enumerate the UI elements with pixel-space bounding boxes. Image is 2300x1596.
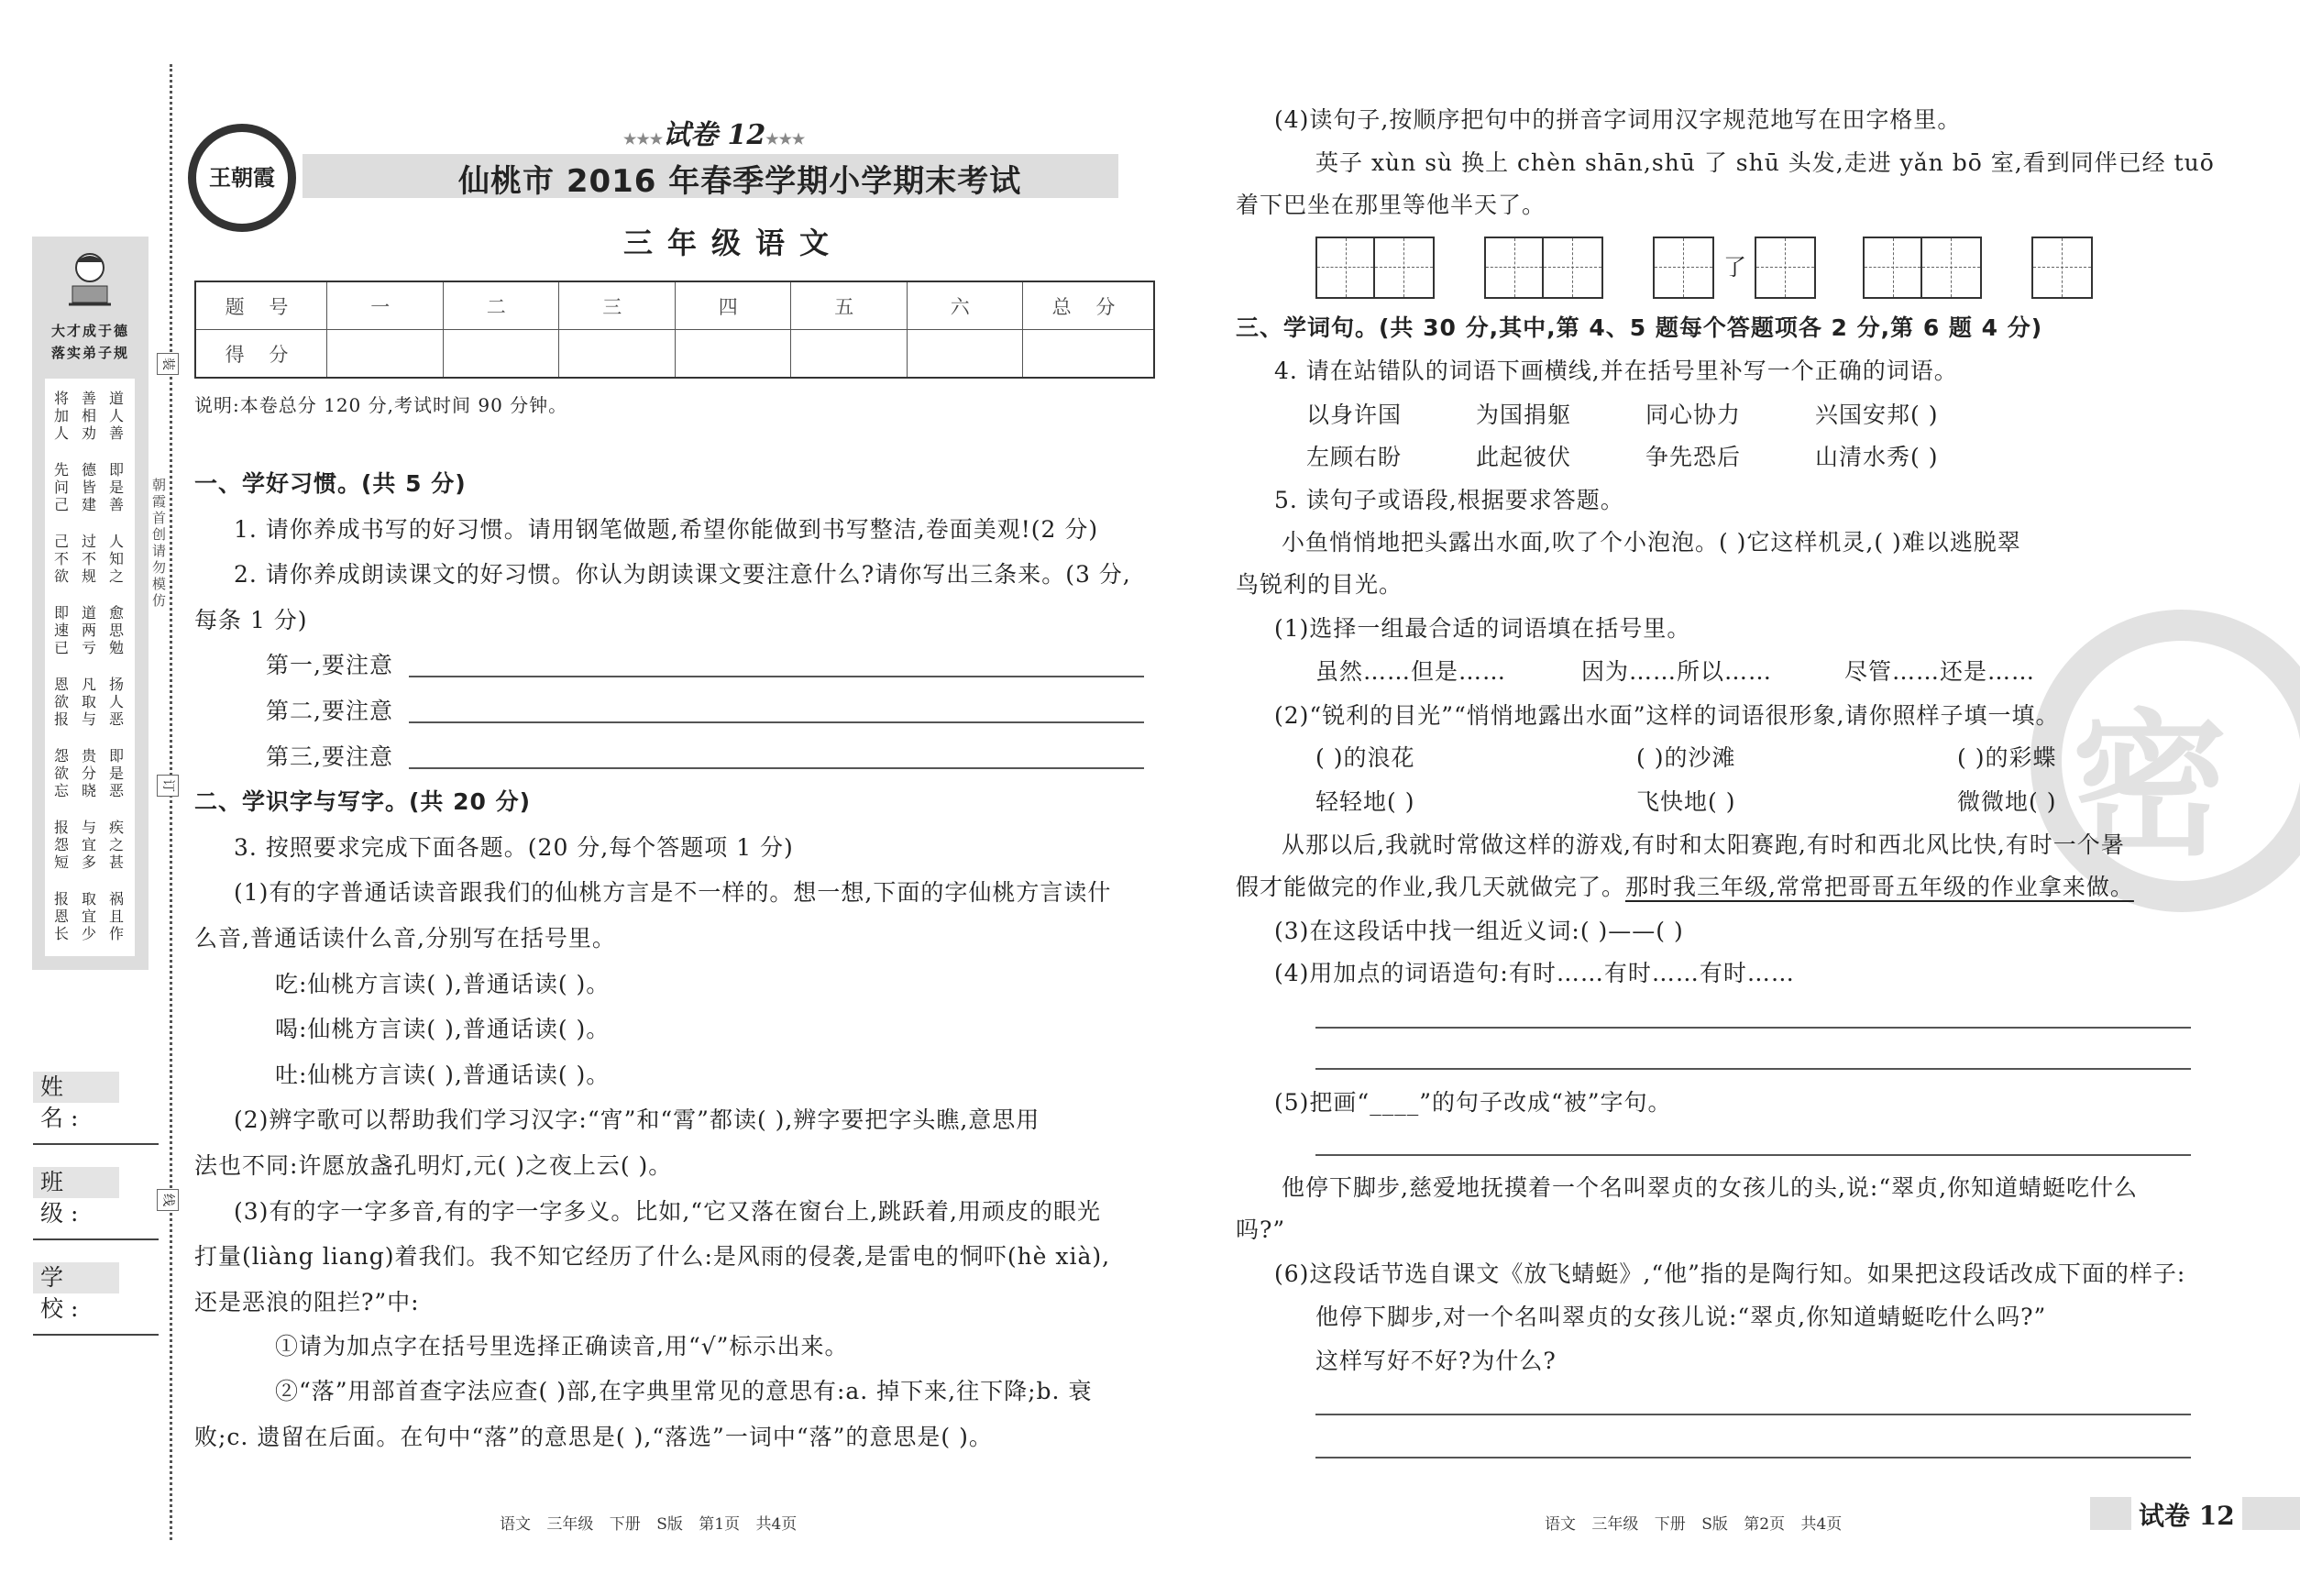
score-cell[interactable] — [443, 330, 559, 379]
page-footer: 语文 三年级 下册 S版 第2页 共4页 — [1545, 1515, 1843, 1534]
answer-line[interactable] — [409, 676, 1144, 677]
score-cell[interactable] — [559, 330, 676, 379]
writing-grid[interactable] — [1755, 237, 1816, 299]
binding-marker: 订 — [157, 775, 179, 797]
class-label: 班 级: — [33, 1167, 119, 1198]
idiom: 左顾右盼 — [1306, 444, 1403, 470]
reading-text: 他停下脚步,慈爱地抚摸着一个名叫翠贞的女孩儿的头,说:“翠贞,你知道蜻蜓吃什么 — [1282, 1174, 2139, 1201]
class-input[interactable] — [33, 1238, 159, 1240]
reading-text-plain: 假才能做完的作业,我几天就做完了。 — [1236, 874, 1625, 900]
answer-line[interactable] — [1315, 1068, 2191, 1070]
question-text: (3)有的字一字多音,有的字一字多义。比如,“它又落在窗台上,跳跃着,用顽皮的眼光 — [234, 1198, 1101, 1225]
exam-subtitle: 三年级语文 — [623, 226, 844, 260]
header-cell: 四 — [675, 281, 791, 330]
section-heading: 三、学词句。(共 30 分,其中,第 4、5 题每个答题项各 2 分,第 6 题 4 分) — [1236, 314, 2043, 341]
question-text: 这样写好不好?为什么? — [1315, 1348, 1557, 1374]
question-text: 么音,普通话读什么音,分别写在括号里。 — [194, 925, 616, 952]
page-footer: 语文 三年级 下册 S版 第1页 共4页 — [500, 1515, 798, 1534]
sidebar-motto: 大才成于德 — [50, 323, 129, 339]
binding-dotted-line — [170, 64, 172, 1540]
reading-text: 从那以后,我就时常做这样的游戏,有时和太阳赛跑,有时和西北风比快,有时一个暑 — [1282, 831, 2125, 858]
choice-option: 因为……所以…… — [1581, 658, 1773, 685]
reading-text — [1236, 873, 2134, 902]
section-heading: 二、学识字与写字。(共 20 分) — [194, 788, 532, 815]
score-cell[interactable] — [907, 330, 1023, 379]
dizigui-verse: 疾之甚 — [109, 819, 125, 871]
copyright-note: 朝霞首创 请勿模仿 — [152, 477, 167, 609]
question-text: (1)选择一组最合适的词语填在括号里。 — [1274, 615, 1691, 642]
answer-line[interactable] — [1315, 1154, 2191, 1156]
writing-grid[interactable] — [2031, 237, 2093, 299]
question-text: (4)读句子,按顺序把句中的拼音字词用汉字规范地写在田字格里。 — [1274, 106, 1962, 133]
score-row — [195, 330, 1154, 379]
dizigui-verse: 善相劝 — [82, 390, 97, 442]
answer-line[interactable] — [409, 721, 1144, 723]
question-text: 着下巴坐在那里等他半天了。 — [1236, 192, 1546, 218]
header-cell: 六 — [907, 281, 1023, 330]
idiom: 山清水秀( ) — [1815, 444, 1939, 470]
dizigui-verse: 将加人 — [54, 390, 70, 442]
header-cell: 题 号 — [195, 281, 327, 330]
paper-number — [623, 112, 805, 152]
publisher-logo — [188, 124, 296, 232]
question-text: (3)在这段话中找一组近义词:( )——( ) — [1274, 918, 1684, 944]
fill-blank-item: ( )的浪花 — [1315, 744, 1415, 771]
question-text: (2)“锐利的目光”“悄悄地露出水面”这样的词语很形象,请你照样子填一填。 — [1274, 702, 2060, 729]
dizigui-verse: 与宜多 — [82, 819, 97, 871]
dizigui-verse: 先问己 — [54, 461, 70, 513]
reading-text: 他停下脚步,对一个名叫翠贞的女孩儿说:“翠贞,你知道蜻蜓吃什么吗?” — [1315, 1304, 2047, 1330]
dizigui-verse: 怨欲忘 — [54, 747, 70, 799]
verse-panel — [45, 379, 135, 956]
dizigui-verse: 道两亏 — [82, 604, 97, 656]
writing-grid[interactable] — [1484, 237, 1603, 299]
question-text: 还是恶浪的阻拦?”中: — [194, 1289, 420, 1315]
name-input[interactable] — [33, 1143, 159, 1145]
question-text: 每条 1 分) — [194, 607, 308, 633]
sidebar-motto: 落实弟子规 — [50, 345, 129, 361]
header-cell: 一 — [327, 281, 444, 330]
question-text: 5. 读句子或语段,根据要求答题。 — [1274, 487, 1624, 513]
dizigui-verse: 己不欲 — [54, 533, 70, 585]
question-text: 法也不同:许愿放盏孔明灯,元( )之夜上云( )。 — [194, 1152, 673, 1179]
dizigui-verse: 凡取与 — [82, 676, 97, 728]
dizigui-verse: 取宜少 — [82, 890, 97, 942]
fill-blank-item: 吃:仙桃方言读( ),普通话读( )。 — [275, 971, 611, 997]
fill-blank-item: 喝:仙桃方言读( ),普通话读( )。 — [275, 1016, 611, 1042]
dizigui-verse: 恩欲报 — [54, 676, 70, 728]
dizigui-verse: 祸且作 — [109, 890, 125, 942]
star-icon: ★★★ — [623, 130, 664, 148]
watermark-char: 密 — [2072, 694, 2228, 877]
score-table-header — [195, 281, 1154, 330]
question-text: 英子 xùn sù 换上 chèn shān,shū 了 shū 头发,走进 yǎn bō 室,看到同伴已经 tuō — [1315, 149, 2215, 176]
question-text: (1)有的字普通话读音跟我们的仙桃方言是不一样的。想一想,下面的字仙桃方言读什 — [234, 879, 1112, 906]
dizigui-verse: 愈思勉 — [109, 604, 125, 656]
exam-note: 说明:本卷总分 120 分,考试时间 90 分钟。 — [194, 394, 568, 416]
exam-title: 仙桃市 2016 年春季学期小学期末考试 — [458, 163, 1022, 200]
score-cell[interactable] — [675, 330, 791, 379]
dizigui-verse: 过不规 — [82, 533, 97, 585]
answer-prompt: 第二,要注意 — [266, 698, 393, 724]
idiom: 以身许国 — [1306, 402, 1403, 428]
question-text: (2)辨字歌可以帮助我们学习汉字:“宵”和“霄”都读( ),辨字要把字头瞧,意思用 — [234, 1106, 1040, 1133]
school-input[interactable] — [33, 1334, 159, 1336]
answer-prompt: 第一,要注意 — [266, 652, 393, 678]
answer-line[interactable] — [409, 767, 1144, 769]
question-text: (4)用加点的词语造句:有时……有时……有时…… — [1274, 960, 1795, 986]
header-cell: 五 — [791, 281, 908, 330]
dizigui-verse: 报怨短 — [54, 819, 70, 871]
writing-grid[interactable] — [1315, 237, 1435, 299]
score-cell[interactable] — [327, 330, 444, 379]
question-text: 4. 请在站错队的词语下画横线,并在括号里补写一个正确的词语。 — [1274, 358, 1958, 384]
answer-line[interactable] — [1315, 1027, 2191, 1029]
writing-grid[interactable] — [1653, 237, 1714, 299]
header-cell: 总 分 — [1023, 281, 1155, 330]
underlined-sentence: 那时我三年级,常常把哥哥五年级的作业拿来做。 — [1624, 874, 2134, 900]
question-text: ②“落”用部首查字法应查( )部,在字典里常见的意思有:a. 掉下来,往下降;b. 衰 — [275, 1378, 1093, 1404]
dizigui-verse: 报恩长 — [54, 890, 70, 942]
reading-text: 鸟锐利的目光。 — [1236, 571, 1403, 598]
header-cell: 二 — [443, 281, 559, 330]
reading-text: 小鱼悄悄地把头露出水面,吹了个小泡泡。( )它这样机灵,( )难以逃脱翠 — [1282, 529, 2021, 556]
idiom: 兴国安邦( ) — [1815, 402, 1939, 428]
paper-number-text: 试卷 12 — [663, 119, 766, 151]
question-text: 打量(liàng liang)着我们。我不知它经历了什么:是风雨的侵袭,是雷电的恫吓(hè xià), — [194, 1243, 1111, 1270]
dizigui-verse: 人知之 — [109, 533, 125, 585]
school-label: 学 校: — [33, 1262, 119, 1293]
dizigui-verse: 即是恶 — [109, 747, 125, 799]
answer-prompt: 第三,要注意 — [266, 743, 393, 770]
dizigui-verse: 即是善 — [109, 461, 125, 513]
idiom: 为国捐躯 — [1476, 402, 1572, 428]
binding-marker: 装 — [157, 353, 179, 375]
fill-blank-item: 飞快地( ) — [1636, 788, 1736, 815]
score-cell[interactable] — [1023, 330, 1155, 379]
idiom: 此起彼伏 — [1476, 444, 1572, 470]
dizigui-verse: 德皆建 — [82, 461, 97, 513]
answer-line[interactable] — [1315, 1414, 2191, 1415]
question-text: (6)这段话节选自课文《放飞蜻蜓》,“他”指的是陶行知。如果把这段话改成下面的样子: — [1274, 1260, 2186, 1287]
fill-blank-item: 吐:仙桃方言读( ),普通话读( )。 — [275, 1062, 611, 1088]
question-text: 1. 请你养成书写的好习惯。请用钢笔做题,希望你能做到书写整洁,卷面美观!(2 分) — [234, 516, 1099, 543]
idiom: 争先恐后 — [1645, 444, 1742, 470]
question-text: 2. 请你养成朗读课文的好习惯。你认为朗读课文要注意什么?请你写出三条来。(3 分, — [234, 561, 1131, 588]
question-text: ①请为加点字在括号里选择正确读音,用“√”标示出来。 — [275, 1333, 849, 1359]
writing-grid[interactable] — [1863, 237, 1982, 299]
dizigui-verse: 即速已 — [54, 604, 70, 656]
idiom: 同心协力 — [1645, 402, 1742, 428]
score-table — [194, 281, 1155, 379]
dizigui-verse: 扬人恶 — [109, 676, 125, 728]
logo-text: 王朝霞 — [209, 164, 275, 191]
fill-blank-item: ( )的沙滩 — [1636, 744, 1736, 771]
paper-tab-label: 试卷 12 — [2131, 1496, 2242, 1533]
grid-joiner: 了 — [1723, 254, 1748, 281]
question-text: 3. 按照要求完成下面各题。(20 分,每个答题项 1 分) — [234, 834, 794, 861]
choice-option: 尽管……还是…… — [1844, 658, 2036, 685]
fill-blank-item: ( )的彩蝶 — [1957, 744, 2057, 771]
answer-line[interactable] — [1315, 1457, 2191, 1458]
row-label: 得 分 — [195, 330, 327, 379]
reading-text: 吗?” — [1236, 1216, 1286, 1243]
choice-option: 虽然……但是…… — [1315, 658, 1507, 685]
header-cell: 三 — [559, 281, 676, 330]
binding-marker: 线 — [157, 1189, 179, 1211]
question-text: 败;c. 遗留在后面。在句中“落”的意思是( ),“落选”一词中“落”的意思是( )。 — [194, 1424, 993, 1450]
fill-blank-item: 轻轻地( ) — [1315, 788, 1415, 815]
student-illustration-icon — [67, 249, 113, 315]
score-cell[interactable] — [791, 330, 908, 379]
dizigui-verse: 道人善 — [109, 390, 125, 442]
star-icon: ★★★ — [765, 130, 806, 148]
question-text: (5)把画“____”的句子改成“被”字句。 — [1274, 1089, 1672, 1116]
dizigui-verse: 贵分晓 — [82, 747, 97, 799]
name-label: 姓 名: — [33, 1072, 119, 1103]
fill-blank-item: 微微地( ) — [1957, 788, 2057, 815]
sidebar-dizigui — [32, 237, 149, 970]
section-heading: 一、学好习惯。(共 5 分) — [194, 470, 467, 497]
